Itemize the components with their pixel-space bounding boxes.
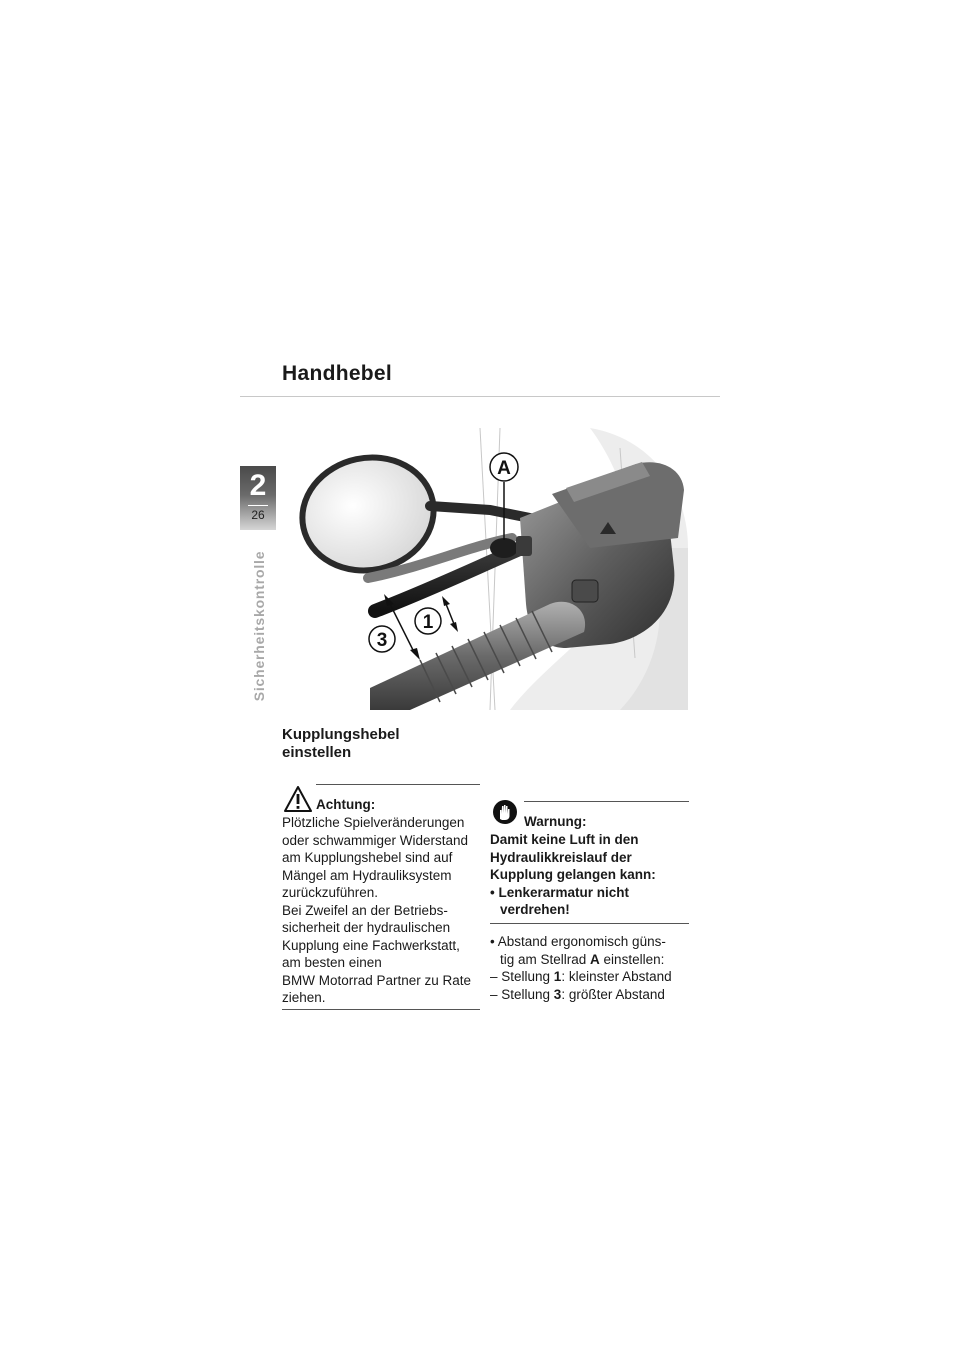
callout-1	[415, 608, 441, 634]
instruction-option-1	[490, 968, 690, 986]
caution-line: sicherheit der hydraulischen	[282, 920, 451, 935]
caution-line: BMW Motorrad Partner zu Rate	[282, 972, 472, 988]
instruction-option-3	[490, 986, 690, 1004]
warning-text	[490, 831, 689, 919]
warning-line: Damit keine Luft in den	[490, 832, 639, 847]
caution-line: am Kupplungshebel sind auf	[282, 850, 453, 865]
stop-hand-icon	[492, 799, 518, 825]
caution-notice	[282, 784, 480, 1010]
switch-button	[572, 580, 598, 602]
warning-triangle-icon	[284, 786, 312, 812]
adjustment-instructions	[490, 933, 690, 1003]
callout-1-label: 1	[422, 612, 434, 633]
warning-bullet-line1: • Lenkerarmatur nicht	[490, 884, 630, 900]
page-number: 26	[251, 508, 265, 522]
clutch-lever-illustration	[290, 428, 688, 710]
section-heading-line1: Kupplungshebel	[282, 726, 400, 743]
caution-line: Bei Zweifel an der Betriebs-	[282, 902, 448, 918]
warning-bullet-line2: verdrehen!	[500, 902, 570, 917]
callout-a	[490, 453, 518, 540]
callout-a-label: A	[497, 458, 511, 479]
instruction-step-line1: • Abstand ergonomisch güns-	[490, 934, 666, 949]
instruction-key: 1	[553, 969, 562, 984]
section-heading	[282, 726, 482, 762]
chapter-tab-divider	[248, 505, 268, 506]
warning-line: Kupplung gelangen kann:	[490, 867, 656, 882]
caution-label: Achtung:	[316, 797, 376, 812]
caution-line: am besten einen	[282, 955, 382, 970]
instruction-text: tig am Stellrad	[500, 951, 591, 967]
instruction-text: : größter Abstand	[561, 986, 665, 1002]
caution-line: zurückzuführen.	[282, 885, 379, 900]
warning-notice	[490, 801, 689, 924]
instruction-text: – Stellung	[490, 986, 554, 1002]
instruction-step-line2	[490, 951, 690, 969]
arrow-position-1	[442, 596, 458, 632]
instruction-text: : kleinster Abstand	[561, 969, 672, 984]
callout-3-label: 3	[376, 630, 388, 651]
warning-top-rule	[524, 801, 689, 802]
warning-bottom-rule	[490, 923, 689, 924]
caution-text	[282, 814, 480, 1007]
chapter-number: 2	[249, 469, 267, 502]
caution-bottom-rule	[282, 1009, 480, 1010]
caution-line: Plötzliche Spielveränderungen	[282, 815, 465, 830]
instruction-text: – Stellung	[490, 969, 554, 984]
callout-3	[369, 626, 395, 652]
page-title: Handhebel	[282, 362, 393, 385]
caution-top-rule	[316, 784, 480, 785]
caution-line: Kupplung eine Fachwerkstatt,	[282, 937, 460, 953]
title-divider	[240, 396, 720, 397]
caution-line: Mängel am Hydrauliksystem	[282, 867, 452, 883]
instruction-key: A	[590, 951, 600, 967]
warning-line: Hydraulikkreislauf der	[490, 849, 632, 865]
caution-line: oder schwammiger Widerstand	[282, 832, 469, 848]
caution-line: ziehen.	[282, 990, 326, 1005]
instruction-key: 3	[553, 986, 562, 1002]
warning-label: Warnung:	[524, 814, 587, 829]
chapter-side-label: Sicherheitskontrolle	[251, 550, 267, 702]
instruction-text: einstellen:	[599, 951, 665, 967]
section-heading-line2: einstellen	[282, 744, 352, 761]
